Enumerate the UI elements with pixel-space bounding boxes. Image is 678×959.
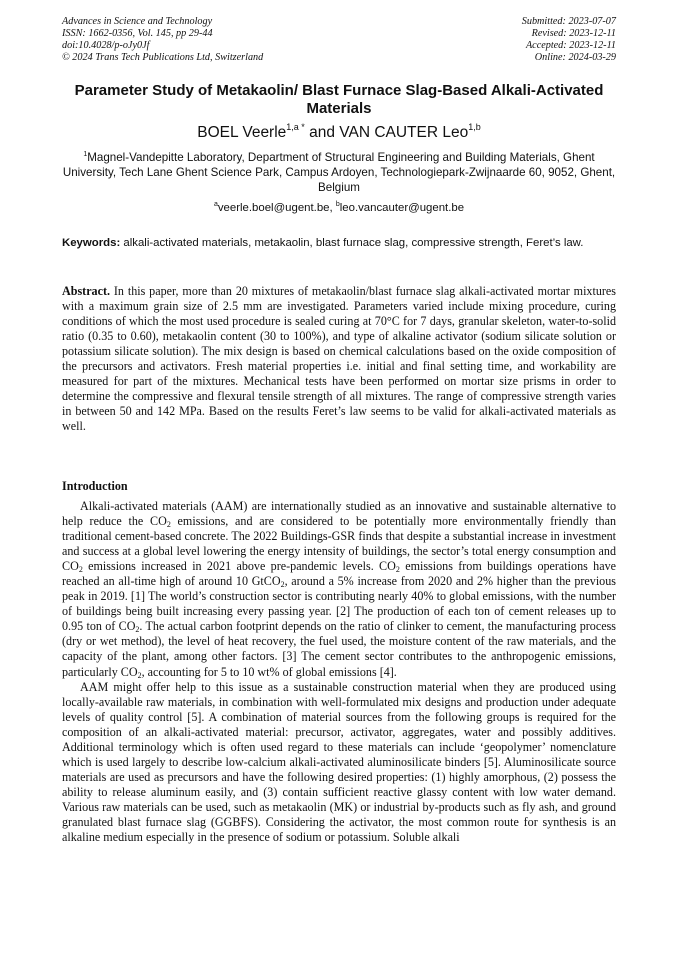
paragraph bbox=[62, 499, 616, 680]
author-name: BOEL Veerle bbox=[197, 124, 287, 141]
email-marker: b bbox=[335, 201, 340, 208]
journal-header-left bbox=[62, 16, 263, 64]
introduction-body bbox=[62, 499, 616, 845]
section-heading-introduction: Introduction bbox=[62, 479, 128, 493]
email-line bbox=[62, 201, 616, 215]
online-date: Online: 2024-03-29 bbox=[534, 52, 616, 63]
paragraph-text: emissions from buildings operations have reached an all-time high of around 10 GtCO bbox=[62, 559, 616, 589]
author-superscript: 1,b bbox=[468, 122, 481, 132]
paragraph-text: Alkali-activated materials (AAM) are internationally studied as an innovative and sustainable alternative to help reduce the CO bbox=[62, 499, 616, 529]
issn-line: ISSN: 1662-0356, Vol. 145, pp 29-44 bbox=[62, 28, 213, 39]
email-link[interactable]: veerle.boel@ugent.be bbox=[217, 202, 330, 214]
author-conjunction: and bbox=[304, 124, 340, 141]
doi-line[interactable]: doi:10.4028/p-oJy0Jf bbox=[62, 40, 150, 51]
subscript: 2 bbox=[137, 670, 142, 680]
journal-name: Advances in Science and Technology bbox=[62, 16, 213, 27]
keywords-text: alkali-activated materials, metakaolin, blast furnace slag, compressive strength, Feret’s law. bbox=[120, 237, 584, 249]
submitted-date: Submitted: 2023-07-07 bbox=[521, 16, 616, 27]
subscript: 2 bbox=[395, 565, 400, 575]
author-superscript: 1,a * bbox=[286, 122, 305, 132]
abstract-text: In this paper, more than 20 mixtures of metakaolin/blast furnace slag alkali-activated mortar mixtures with a maximum grain size of 2.5 mm are investigated. Parameters varied include mixing procedure, curing conditions of which the most used procedure is sealed curing at 70°C for 7 days, granular skeleton, water-to-solid ratio (0.35 to 0.60), metakaolin content (30 to 100%), and type of alkaline activator (sodium silicate solution or potassium silicate solution). The mix design is based on chemical calculations based on the oxide composition of the precursors and activators. Fresh material properties i.e. initial and final setting time, and workability are measured for part of the mixtures. Mechanical tests have been performed on mortar size prisms in order to determine the compressive and flexural tensile strength of all mixtures. The range of compressive strength varies in between 50 and 142 MPa. Based on the results Feret’s law seems to be valid for alkali-activated materials as well. bbox=[62, 284, 616, 433]
email-marker: a bbox=[213, 201, 218, 208]
subscript: 2 bbox=[135, 625, 140, 635]
accepted-date: Accepted: 2023-12-11 bbox=[525, 40, 616, 51]
abstract-label: Abstract. bbox=[62, 284, 111, 298]
paragraph-text: , around a 5% increase from 2020 and 2% higher than the previous peak in 2019. [1] The world’s construction sector is contributing nearly 40% to global emissions, with the number of buildings being built increasing every passing year. [2] The production of each ton of cement releases up to 0.95 ton of CO bbox=[62, 574, 616, 634]
paragraph-text: . The actual carbon footprint depends on the ratio of clinker to cement, the manufacturing process (dry or wet method), the level of heat recovery, the fuel used, the moisture content of the raw materials, and the capacity of the plant, among other factors. [3] The cement sector contributes to the anthropogenic emissions, particularly CO bbox=[62, 619, 616, 679]
paragraph-text: emissions increased in 2021 above pre-pandemic levels. CO bbox=[82, 559, 396, 574]
subscript: 2 bbox=[78, 565, 83, 575]
paragraph-text: , accounting for 5 to 10 wt% of global emissions [4]. bbox=[141, 664, 397, 679]
paragraph: AAM might offer help to this issue as a sustainable construction material when they are produced using locally-available raw materials, in combination with well-formulated mix designs and production under adequate levels of quality control [5]. A combination of material sources from the following groups is required for the composition of an alkali-activated material: precursor, activator, aggregates, water and possibly additives. Additional terminology which is often used regard to these materials can include ‘geopolymer’ nomenclature which is used largely to describe low-calcium alkali-activated aluminosilicate binders [5]. Aluminosilicate source materials are used as precursors and have the following desired properties: (1) highly amorphous, (2) possess the ability to release aluminum easily, and (3) contain sufficient reactive glassy content with low water demand. Various raw materials can be used, such as metakaolin (MK) or industrial by-products such as fly ash, and ground granulated blast furnace slag (GGBFS). Considering the activator, the most common route for synthesis is an alkaline medium especially in the presence of sodium or potassium. Soluble alkali bbox=[62, 679, 616, 845]
author-name: VAN CAUTER Leo bbox=[339, 124, 469, 141]
journal-header-right bbox=[522, 16, 616, 64]
keywords-block bbox=[62, 236, 616, 251]
revised-date: Revised: 2023-12-11 bbox=[531, 28, 616, 39]
abstract-block bbox=[62, 284, 616, 434]
affiliation bbox=[62, 150, 616, 195]
copyright-line: © 2024 Trans Tech Publications Ltd, Switzerland bbox=[62, 52, 264, 63]
subscript: 2 bbox=[280, 580, 285, 590]
author-line bbox=[62, 124, 616, 142]
email-separator: , bbox=[329, 202, 336, 214]
keywords-label: Keywords: bbox=[62, 237, 121, 249]
paragraph-text: emissions, and are considered to be potentially more environmentally friendly than traditional cement-based concrete. The 2022 Buildings-GSR finds that despite a substantial increase in investment and success at a global level lowering the energy intensity of buildings, the sector’s total energy consumption and CO bbox=[62, 514, 616, 574]
affiliation-marker: 1 bbox=[83, 151, 88, 158]
paper-title: Parameter Study of Metakaolin/ Blast Furnace Slag-Based Alkali-Activated Materials bbox=[74, 82, 604, 117]
email-link[interactable]: leo.vancauter@ugent.be bbox=[339, 202, 465, 214]
affiliation-text: Magnel-Vandepitte Laboratory, Department of Structural Engineering and Building Materials, Ghent University, Tech Lane Ghent Science Park, Campus Ardoyen, Technologiepark-Zwijnaarde 60, 9052, Ghent, Belgium bbox=[62, 151, 616, 194]
subscript: 2 bbox=[166, 520, 171, 530]
